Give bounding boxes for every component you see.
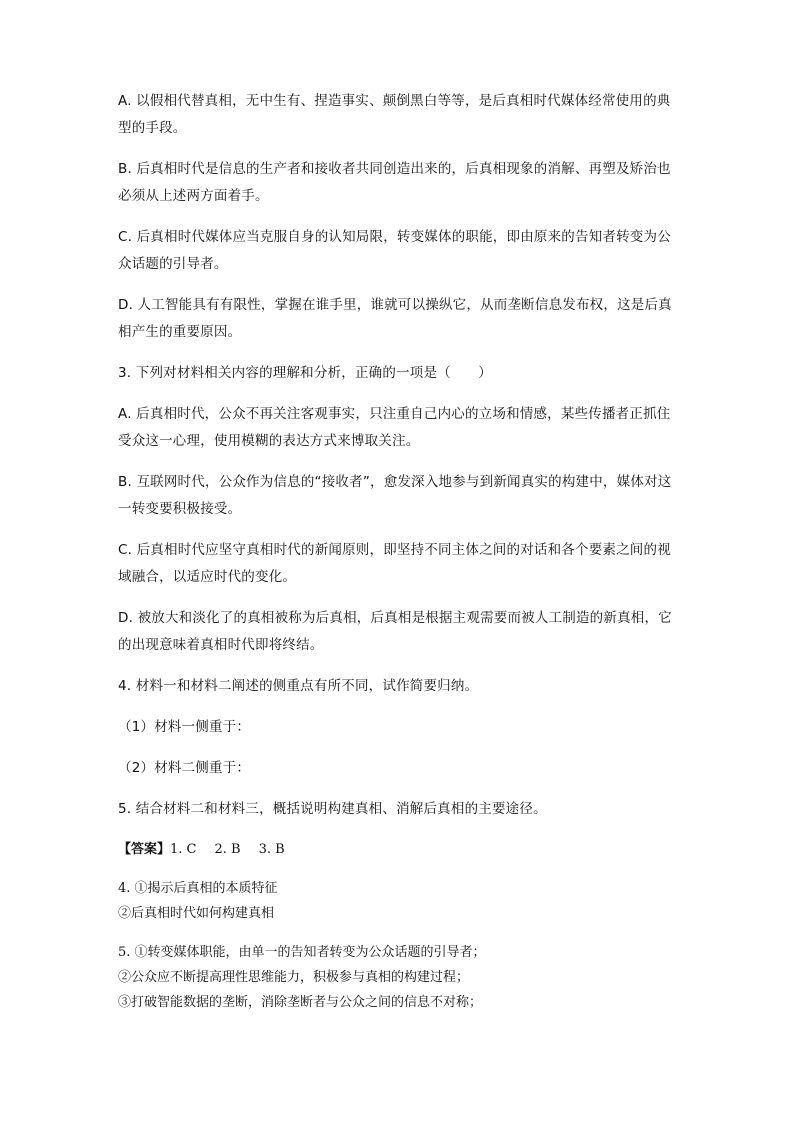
answer-2: 2. B xyxy=(214,842,241,857)
option-a-paragraph: A. 以假相代替真相，无中生有、捏造事实、颠倒黑白等等，是后真相时代媒体经常使用的典型的手段。 xyxy=(118,93,671,136)
option-b-paragraph: B. 后真相时代是信息的生产者和接收者共同创造出来的，后真相现象的消解、再塑及矫治也必须从上述两方面着手。 xyxy=(118,161,671,204)
question-4-part-1: （1）材料一侧重于： xyxy=(118,719,251,735)
question-5: 5. 结合材料二和材料三，概括说明构建真相、消解后真相的主要途径。 xyxy=(118,801,547,817)
question-4: 4. 材料一和材料二阐述的侧重点有所不同，试作简要归纳。 xyxy=(118,678,479,694)
answer-5-line-2: ②公众应不断提高理性思维能力，积极参与真相的构建过程； xyxy=(118,970,470,985)
question-3-option-b: B. 互联网时代，公众作为信息的“接收者”，愈发深入地参与到新闻真实的构建中，媒体对这一转变要积极接受。 xyxy=(118,474,672,517)
answer-5 xyxy=(118,940,678,1015)
option-c-paragraph: C. 后真相时代媒体应当克服自身的认知局限，转变媒体的职能，即由原来的告知者转变为公众话题的引导者。 xyxy=(118,229,671,272)
document-page xyxy=(118,88,678,1029)
answer-5-line-1: 5. ①转变媒体职能，由单一的告知者转变为公众话题的引导者； xyxy=(118,945,486,960)
answer-4-line-1: 4. ①揭示后真相的本质特征 xyxy=(118,881,278,896)
answer-1: 1. C xyxy=(170,842,197,857)
answer-label: 【答案】 xyxy=(118,842,171,857)
question-3-option-c: C. 后真相时代应坚守真相时代的新闻原则，即坚持不同主体之间的对话和各个要素之间的视域融合，以适应时代的变化。 xyxy=(118,542,671,585)
answer-5-line-3: ③打破智能数据的垄断，消除垄断者与公众之间的信息不对称； xyxy=(118,995,483,1010)
answer-4-line-2: ②后真相时代如何构建真相 xyxy=(118,906,275,921)
question-4-part-2: （2）材料二侧重于： xyxy=(118,760,251,776)
question-3-option-a: A. 后真相时代，公众不再关注客观事实，只注重自己内心的立场和情感，某些传播者正抓住受众这一心理，使用模糊的表达方式来博取关注。 xyxy=(118,406,671,449)
question-3-option-d: D. 被放大和淡化了的真相被称为后真相，后真相是根据主观需要而被人工制造的新真相，它的出现意味着真相时代即将终结。 xyxy=(118,610,672,653)
question-3: 3. 下列对材料相关内容的理解和分析，正确的一项是（ ） xyxy=(118,365,492,381)
answer-choices xyxy=(118,837,678,862)
answer-3: 3. B xyxy=(258,842,285,857)
option-d-paragraph: D. 人工智能具有有限性，掌握在谁手里，谁就可以操纵它，从而垄断信息发布权，这是后真相产生的重要原因。 xyxy=(118,297,672,340)
answer-4 xyxy=(118,876,678,926)
